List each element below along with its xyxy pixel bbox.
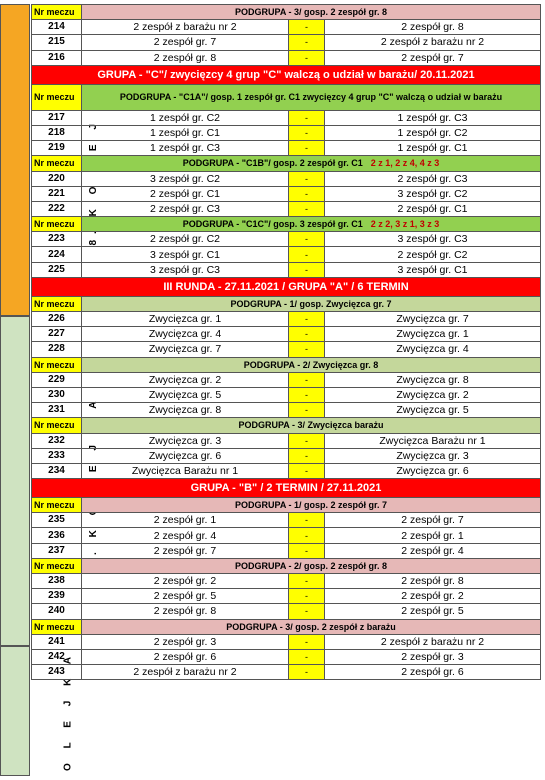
subgroup-title-text: PODGRUPA - 2/ Zwycięzca gr. 8 — [243, 359, 379, 370]
away-team: Zwycięzca gr. 6 — [325, 463, 541, 478]
match-number: 215 — [32, 35, 82, 50]
kolejka-8-sidebar — [0, 4, 30, 316]
match-number: 243 — [32, 665, 82, 680]
away-team: Zwycięzca gr. 3 — [325, 448, 541, 463]
separator: - — [289, 513, 325, 528]
subgroup-header — [32, 156, 541, 171]
match-number: 242 — [32, 649, 82, 664]
separator: - — [289, 247, 325, 262]
home-team: 2 zespół gr. 7 — [82, 35, 289, 50]
home-team: 2 zespół gr. 1 — [82, 513, 289, 528]
subgroup-title — [82, 357, 541, 372]
match-row — [32, 387, 541, 402]
away-team: 2 zespół gr. 5 — [325, 604, 541, 619]
match-number: 232 — [32, 433, 82, 448]
match-number-header: Nr meczu — [32, 5, 82, 20]
match-number: 234 — [32, 463, 82, 478]
match-number-header: Nr meczu — [32, 418, 82, 433]
separator: - — [289, 387, 325, 402]
home-team: Zwycięzca Barażu nr 1 — [82, 463, 289, 478]
match-number: 219 — [32, 141, 82, 156]
match-number: 223 — [32, 232, 82, 247]
separator: - — [289, 20, 325, 35]
home-team: 2 zespół gr. C3 — [82, 201, 289, 216]
home-team: 3 zespół gr. C2 — [82, 171, 289, 186]
match-number: 236 — [32, 528, 82, 543]
match-number: 227 — [32, 327, 82, 342]
match-row — [32, 634, 541, 649]
home-team: 2 zespół gr. C1 — [82, 186, 289, 201]
separator: - — [289, 543, 325, 558]
separator: - — [289, 110, 325, 125]
separator: - — [289, 232, 325, 247]
match-number-header: Nr meczu — [32, 558, 82, 573]
subgroup-header — [32, 357, 541, 372]
subgroup-title-text: PODGRUPA - "C1C"/ gosp. 3 zespół gr. C1 — [182, 219, 363, 230]
home-team: 2 zespół gr. 6 — [82, 649, 289, 664]
separator: - — [289, 262, 325, 277]
match-row — [32, 247, 541, 262]
subgroup-title — [82, 156, 541, 171]
subgroup-title-text: PODGRUPA - 1/ gosp. 2 zespół gr. 7 — [234, 500, 388, 511]
match-number: 216 — [32, 50, 82, 65]
separator: - — [289, 171, 325, 186]
match-number: 235 — [32, 513, 82, 528]
match-row — [32, 403, 541, 418]
away-team: 3 zespół gr. C2 — [325, 186, 541, 201]
match-number-header: Nr meczu — [32, 84, 82, 110]
match-number-header: Nr meczu — [32, 619, 82, 634]
home-team: Zwycięzca gr. 3 — [82, 433, 289, 448]
separator: - — [289, 201, 325, 216]
match-number-header: Nr meczu — [32, 156, 82, 171]
subgroup-header — [32, 558, 541, 573]
match-row — [32, 543, 541, 558]
match-row — [32, 372, 541, 387]
away-team: 2 zespół gr. 6 — [325, 665, 541, 680]
match-number: 222 — [32, 201, 82, 216]
separator: - — [289, 50, 325, 65]
match-row — [32, 312, 541, 327]
away-team: 2 zespół gr. 1 — [325, 528, 541, 543]
home-team: 2 zespół z barażu nr 2 — [82, 20, 289, 35]
subgroup-header — [32, 217, 541, 232]
subgroup-title-text: PODGRUPA - 1/ gosp. Zwycięzca gr. 7 — [230, 298, 392, 309]
match-number-header: Nr meczu — [32, 296, 82, 311]
subgroup-title-text: PODGRUPA - "C1A"/ gosp. 1 zespół gr. C1 zwycięzcy 4 grup "C" walczą o udział w barażu — [119, 92, 503, 103]
match-row — [32, 262, 541, 277]
match-row — [32, 574, 541, 589]
separator: - — [289, 634, 325, 649]
separator: - — [289, 403, 325, 418]
home-team: 1 zespół gr. C2 — [82, 110, 289, 125]
match-number-header: Nr meczu — [32, 357, 82, 372]
subgroup-note: 2 z 1, 2 z 4, 4 z 3 — [370, 158, 440, 169]
home-team: 2 zespół gr. 4 — [82, 528, 289, 543]
home-team: Zwycięzca gr. 7 — [82, 342, 289, 357]
group-banner — [32, 479, 541, 498]
home-team: 1 zespół gr. C1 — [82, 125, 289, 140]
subgroup-header — [32, 498, 541, 513]
home-team: Zwycięzca gr. 8 — [82, 403, 289, 418]
away-team: 2 zespół z barażu nr 2 — [325, 35, 541, 50]
match-row — [32, 20, 541, 35]
home-team: Zwycięzca gr. 4 — [82, 327, 289, 342]
match-row — [32, 186, 541, 201]
subgroup-title — [82, 418, 541, 433]
match-row — [32, 141, 541, 156]
subgroup-title — [82, 558, 541, 573]
match-number: 231 — [32, 403, 82, 418]
match-row — [32, 327, 541, 342]
home-team: 2 zespół gr. 8 — [82, 604, 289, 619]
home-team: 2 zespół gr. 7 — [82, 543, 289, 558]
match-row — [32, 589, 541, 604]
match-row — [32, 171, 541, 186]
separator: - — [289, 312, 325, 327]
match-row — [32, 342, 541, 357]
match-row — [32, 448, 541, 463]
away-team: 2 zespół gr. 7 — [325, 50, 541, 65]
match-number-header: Nr meczu — [32, 498, 82, 513]
match-row — [32, 110, 541, 125]
subgroup-note: 2 z 2, 3 z 1, 3 z 3 — [370, 219, 440, 230]
subgroup-title — [82, 296, 541, 311]
away-team: 3 zespół gr. C1 — [325, 262, 541, 277]
away-team: 1 zespół gr. C2 — [325, 125, 541, 140]
match-row — [32, 125, 541, 140]
away-team: 2 zespół gr. 4 — [325, 543, 541, 558]
subgroup-title — [82, 619, 541, 634]
separator: - — [289, 372, 325, 387]
away-team: 2 zespół gr. 2 — [325, 589, 541, 604]
subgroup-title-text: PODGRUPA - 3/ gosp. 2 zespół gr. 8 — [234, 7, 388, 18]
separator: - — [289, 186, 325, 201]
match-row — [32, 433, 541, 448]
away-team: 2 zespół z barażu nr 2 — [325, 634, 541, 649]
separator: - — [289, 433, 325, 448]
match-number: 240 — [32, 604, 82, 619]
separator: - — [289, 141, 325, 156]
match-number: 241 — [32, 634, 82, 649]
match-number: 214 — [32, 20, 82, 35]
match-number: 221 — [32, 186, 82, 201]
match-number: 229 — [32, 372, 82, 387]
match-row — [32, 649, 541, 664]
home-team: Zwycięzca gr. 5 — [82, 387, 289, 402]
home-team: 2 zespół gr. 3 — [82, 634, 289, 649]
away-team: 2 zespół gr. 7 — [325, 513, 541, 528]
match-number: 217 — [32, 110, 82, 125]
separator: - — [289, 665, 325, 680]
match-number: 237 — [32, 543, 82, 558]
group-banner — [32, 65, 541, 84]
away-team: 2 zespół gr. C3 — [325, 171, 541, 186]
away-team: Zwycięzca gr. 4 — [325, 342, 541, 357]
subgroup-title — [82, 217, 541, 232]
subgroup-header — [32, 418, 541, 433]
away-team: Zwycięzca gr. 2 — [325, 387, 541, 402]
group-banner — [32, 277, 541, 296]
separator: - — [289, 125, 325, 140]
match-number: 224 — [32, 247, 82, 262]
away-team: 2 zespół gr. 3 — [325, 649, 541, 664]
match-row — [32, 665, 541, 680]
match-number: 228 — [32, 342, 82, 357]
subgroup-header — [32, 84, 541, 110]
kolejka-9-sidebar — [0, 316, 30, 646]
match-number: 226 — [32, 312, 82, 327]
separator: - — [289, 342, 325, 357]
away-team: Zwycięzca gr. 7 — [325, 312, 541, 327]
away-team: 3 zespół gr. C3 — [325, 232, 541, 247]
match-number: 238 — [32, 574, 82, 589]
away-team: Zwycięzca gr. 1 — [325, 327, 541, 342]
home-team: 2 zespół gr. 8 — [82, 50, 289, 65]
subgroup-title — [82, 84, 541, 110]
match-number-header: Nr meczu — [32, 217, 82, 232]
subgroup-header — [32, 619, 541, 634]
subgroup-title-text: PODGRUPA - 2/ gosp. 2 zespół gr. 8 — [234, 560, 388, 571]
match-row — [32, 513, 541, 528]
away-team: 2 zespół gr. C1 — [325, 201, 541, 216]
separator: - — [289, 463, 325, 478]
home-team: 2 zespół gr. 2 — [82, 574, 289, 589]
match-number: 218 — [32, 125, 82, 140]
separator: - — [289, 574, 325, 589]
separator: - — [289, 589, 325, 604]
match-row — [32, 604, 541, 619]
match-row — [32, 528, 541, 543]
match-number: 239 — [32, 589, 82, 604]
home-team: Zwycięzca gr. 1 — [82, 312, 289, 327]
match-row — [32, 50, 541, 65]
home-team: 3 zespół gr. C1 — [82, 247, 289, 262]
separator: - — [289, 604, 325, 619]
schedule-table — [31, 4, 541, 680]
subgroup-header — [32, 296, 541, 311]
subgroup-title-text: PODGRUPA - 3/ gosp. 2 zespół z barażu — [226, 621, 396, 632]
separator: - — [289, 35, 325, 50]
separator: - — [289, 448, 325, 463]
away-team: 2 zespół gr. C2 — [325, 247, 541, 262]
match-row — [32, 232, 541, 247]
away-team: Zwycięzca gr. 8 — [325, 372, 541, 387]
match-number: 225 — [32, 262, 82, 277]
group-banner-title: GRUPA - "C"/ zwycięzcy 4 grup "C" walczą o udział w barażu/ 20.11.2021 — [32, 65, 541, 84]
away-team: 2 zespół gr. 8 — [325, 20, 541, 35]
group-banner-title: III RUNDA - 27.11.2021 / GRUPA "A" / 6 TERMIN — [32, 277, 541, 296]
home-team: 2 zespół gr. 5 — [82, 589, 289, 604]
away-team: 2 zespół gr. 8 — [325, 574, 541, 589]
away-team: Zwycięzca gr. 5 — [325, 403, 541, 418]
match-number: 220 — [32, 171, 82, 186]
match-row — [32, 35, 541, 50]
match-row — [32, 463, 541, 478]
match-number: 230 — [32, 387, 82, 402]
subgroup-title-text: PODGRUPA - 3/ Zwycięzca barażu — [238, 420, 384, 431]
separator: - — [289, 649, 325, 664]
subgroup-title-text: PODGRUPA - "C1B"/ gosp. 2 zespół gr. C1 — [182, 158, 363, 169]
home-team: 2 zespół z barażu nr 2 — [82, 665, 289, 680]
separator: - — [289, 327, 325, 342]
home-team: 2 zespół gr. C2 — [82, 232, 289, 247]
home-team: Zwycięzca gr. 6 — [82, 448, 289, 463]
home-team: Zwycięzca gr. 2 — [82, 372, 289, 387]
away-team: 1 zespół gr. C3 — [325, 110, 541, 125]
subgroup-title — [82, 498, 541, 513]
match-row — [32, 201, 541, 216]
kolejka-10-label: O L E J K A — [62, 651, 74, 771]
group-banner-title: GRUPA - "B" / 2 TERMIN / 27.11.2021 — [32, 479, 541, 498]
away-team: Zwycięzca Barażu nr 1 — [325, 433, 541, 448]
home-team: 1 zespół gr. C3 — [82, 141, 289, 156]
separator: - — [289, 528, 325, 543]
subgroup-header — [32, 5, 541, 20]
subgroup-title — [82, 5, 541, 20]
home-team: 3 zespół gr. C3 — [82, 262, 289, 277]
away-team: 1 zespół gr. C1 — [325, 141, 541, 156]
match-number: 233 — [32, 448, 82, 463]
